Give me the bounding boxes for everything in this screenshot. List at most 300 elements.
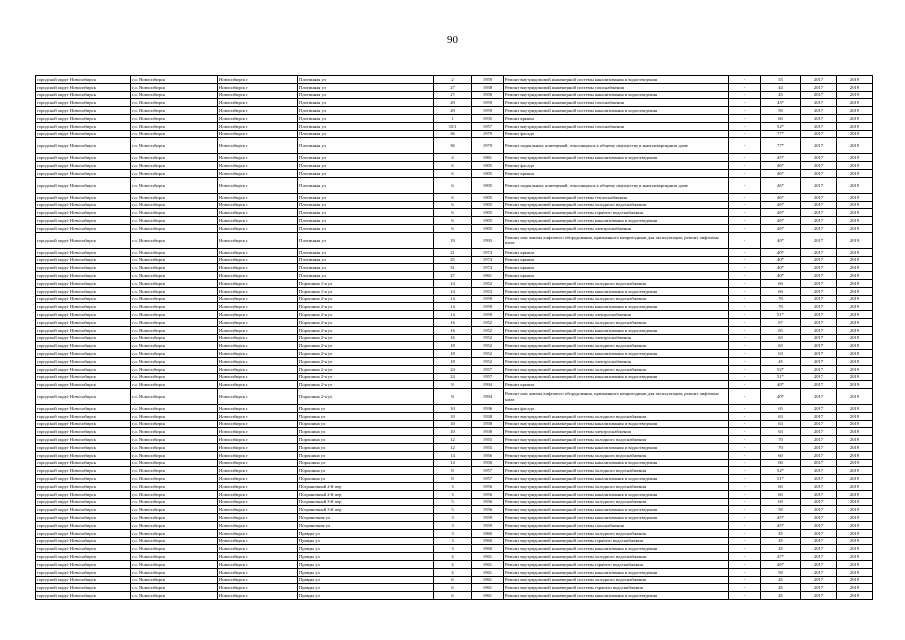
cell-street: Плотинная ул (298, 209, 434, 217)
cell-work: Ремонт внутридомовой инженерной системы канализования и водоотведения (504, 420, 729, 428)
cell-end: 2019 (837, 224, 873, 232)
cell-street: Пограничный 3-й пер (298, 498, 434, 506)
cell-settlement: г.о. Новосибирск (131, 537, 218, 545)
table-row (36, 381, 873, 389)
cell-year: 1952 (472, 350, 504, 358)
table-row (36, 91, 873, 99)
cell-dash: - (729, 76, 761, 84)
cell-val: 47* (761, 553, 801, 561)
cell-year: 1961 (472, 592, 504, 600)
cell-street: Порошина 2-я ул (298, 295, 434, 303)
table-row (36, 514, 873, 522)
cell-street: Правды ул (298, 568, 434, 576)
cell-end: 2019 (837, 334, 873, 342)
cell-start: 2017 (801, 381, 837, 389)
cell-city: Новосибирск г (218, 498, 298, 506)
table-row (36, 224, 873, 232)
cell-end: 2019 (837, 498, 873, 506)
cell-district: городской округ Новосибирск (36, 295, 131, 303)
cell-year: 1961 (472, 584, 504, 592)
cell-work: Ремонт внутридомовой инженерной системы канализования и водоотведения (504, 217, 729, 225)
cell-settlement: г.о. Новосибирск (131, 311, 218, 319)
cell-district: городской округ Новосибирск (36, 193, 131, 201)
cell-dash: - (729, 529, 761, 537)
cell-house: 27 (434, 91, 472, 99)
cell-year: 1905 (472, 201, 504, 209)
cell-work: Ремонт внутридомовой инженерной системы теплоснабжения (504, 193, 729, 201)
cell-dash: - (729, 420, 761, 428)
cell-dash: - (729, 130, 761, 138)
cell-house: 2 (434, 76, 472, 84)
cell-val: 60 (761, 114, 801, 122)
cell-settlement: г.о. Новосибирск (131, 232, 218, 248)
cell-start: 2017 (801, 169, 837, 177)
table-row (36, 498, 873, 506)
cell-house: 6 (434, 201, 472, 209)
cell-work: Ремонт внутридомовой инженерной системы газоснабжения (504, 99, 729, 107)
cell-house: 5 (434, 498, 472, 506)
cell-settlement: г.о. Новосибирск (131, 279, 218, 287)
cell-start: 2017 (801, 405, 837, 413)
cell-district: городской округ Новосибирск (36, 217, 131, 225)
cell-start: 2017 (801, 326, 837, 334)
table-row (36, 420, 873, 428)
cell-street: Плотинная ул (298, 193, 434, 201)
cell-house: 27 (434, 83, 472, 91)
cell-end: 2019 (837, 114, 873, 122)
cell-val: 51* (761, 373, 801, 381)
cell-street: Плотинная ул (298, 107, 434, 115)
cell-start: 2017 (801, 428, 837, 436)
cell-dash: - (729, 459, 761, 467)
cell-city: Новосибирск г (218, 428, 298, 436)
cell-settlement: г.о. Новосибирск (131, 76, 218, 84)
cell-work: Ремонт подвальных помещений, относящихся к общему имуществу в многоквартирном доме (504, 177, 729, 193)
cell-work: Ремонт крыши (504, 248, 729, 256)
cell-street: Плотинная ул (298, 83, 434, 91)
cell-year: 1952 (472, 342, 504, 350)
cell-house: 6 (434, 162, 472, 170)
cell-city: Новосибирск г (218, 295, 298, 303)
cell-street: Порошина 2-я ул (298, 357, 434, 365)
cell-street: Порошина 1-я ул (298, 287, 434, 295)
cell-settlement: г.о. Новосибирск (131, 514, 218, 522)
cell-work: Ремонт внутридомовой инженерной системы электроснабжения (504, 311, 729, 319)
cell-val: 60 (761, 459, 801, 467)
cell-year: 1956 (472, 506, 504, 514)
cell-street: Правды ул (298, 529, 434, 537)
cell-dash: - (729, 272, 761, 280)
cell-settlement: г.о. Новосибирск (131, 318, 218, 326)
cell-val: 60 (761, 451, 801, 459)
cell-start: 2017 (801, 177, 837, 193)
cell-street: Плотинная ул (298, 272, 434, 280)
cell-end: 2019 (837, 545, 873, 553)
cell-street: Порошина 2-я ул (298, 318, 434, 326)
cell-end: 2019 (837, 483, 873, 491)
cell-start: 2017 (801, 318, 837, 326)
cell-year: 1905 (472, 177, 504, 193)
cell-city: Новосибирск г (218, 318, 298, 326)
cell-year: 1938 (472, 428, 504, 436)
table-row (36, 436, 873, 444)
cell-district: городской округ Новосибирск (36, 232, 131, 248)
cell-district: городской округ Новосибирск (36, 99, 131, 107)
table-row (36, 303, 873, 311)
table-row (36, 373, 873, 381)
cell-start: 2017 (801, 295, 837, 303)
cell-district: городской округ Новосибирск (36, 83, 131, 91)
cell-year: 1961 (472, 553, 504, 561)
cell-city: Новосибирск г (218, 264, 298, 272)
cell-year: 1959 (472, 107, 504, 115)
cell-val: 40* (761, 264, 801, 272)
cell-start: 2017 (801, 553, 837, 561)
cell-city: Новосибирск г (218, 529, 298, 537)
cell-end: 2019 (837, 436, 873, 444)
cell-val: 52* (761, 365, 801, 373)
cell-house: 47 (434, 272, 472, 280)
cell-work: Ремонт крыши (504, 381, 729, 389)
cell-val: 70 (761, 436, 801, 444)
cell-start: 2017 (801, 561, 837, 569)
cell-settlement: г.о. Новосибирск (131, 459, 218, 467)
cell-val: 51* (761, 311, 801, 319)
cell-house: 14 (434, 287, 472, 295)
cell-start: 2017 (801, 342, 837, 350)
cell-start: 2017 (801, 272, 837, 280)
cell-city: Новосибирск г (218, 568, 298, 576)
cell-street: Плотинная ул (298, 99, 434, 107)
cell-district: городской округ Новосибирск (36, 522, 131, 530)
cell-city: Новосибирск г (218, 420, 298, 428)
cell-dash: - (729, 99, 761, 107)
cell-start: 2017 (801, 459, 837, 467)
cell-house: 36 (434, 138, 472, 154)
cell-settlement: г.о. Новосибирск (131, 130, 218, 138)
cell-house: 10 (434, 412, 472, 420)
cell-settlement: г.о. Новосибирск (131, 350, 218, 358)
cell-city: Новосибирск г (218, 561, 298, 569)
cell-start: 2017 (801, 99, 837, 107)
cell-work: Ремонт внутридомовой инженерной системы электроснабжения (504, 224, 729, 232)
cell-house: 21 (434, 248, 472, 256)
cell-dash: - (729, 592, 761, 600)
cell-dash: - (729, 224, 761, 232)
cell-end: 2019 (837, 553, 873, 561)
cell-house: 3 (434, 483, 472, 491)
cell-year: 1905 (472, 209, 504, 217)
cell-city: Новосибирск г (218, 483, 298, 491)
cell-city: Новосибирск г (218, 311, 298, 319)
cell-end: 2019 (837, 138, 873, 154)
cell-house: 6 (434, 584, 472, 592)
cell-city: Новосибирск г (218, 389, 298, 405)
cell-city: Новосибирск г (218, 451, 298, 459)
cell-street: Плотинная ул (298, 169, 434, 177)
cell-dash: - (729, 114, 761, 122)
cell-street: Порошина 2-я ул (298, 373, 434, 381)
cell-end: 2019 (837, 311, 873, 319)
cell-work: Ремонт внутридомовой инженерной системы холодного водоснабжения (504, 529, 729, 537)
cell-year: 1961 (472, 272, 504, 280)
cell-settlement: г.о. Новосибирск (131, 154, 218, 162)
cell-dash: - (729, 444, 761, 452)
cell-city: Новосибирск г (218, 138, 298, 154)
cell-house: 35/1 (434, 122, 472, 130)
cell-city: Новосибирск г (218, 122, 298, 130)
cell-end: 2019 (837, 287, 873, 295)
cell-start: 2017 (801, 568, 837, 576)
cell-dash: - (729, 576, 761, 584)
cell-house: 14 (434, 459, 472, 467)
table-row (36, 272, 873, 280)
cell-val: 60 (761, 483, 801, 491)
cell-street: Правды ул (298, 584, 434, 592)
cell-district: городской округ Новосибирск (36, 568, 131, 576)
cell-year: 1956 (472, 451, 504, 459)
cell-district: городской округ Новосибирск (36, 357, 131, 365)
cell-end: 2019 (837, 256, 873, 264)
cell-work: Ремонт внутридомовой инженерной системы канализования и водоотведения (504, 287, 729, 295)
cell-end: 2019 (837, 467, 873, 475)
cell-val: 69 (761, 498, 801, 506)
table-row (36, 553, 873, 561)
cell-settlement: г.о. Новосибирск (131, 592, 218, 600)
cell-settlement: г.о. Новосибирск (131, 420, 218, 428)
cell-work: Ремонт внутридомовой инженерной системы горячего водоснабжения (504, 584, 729, 592)
cell-year: 1974 (472, 248, 504, 256)
cell-end: 2019 (837, 506, 873, 514)
cell-end: 2019 (837, 162, 873, 170)
cell-settlement: г.о. Новосибирск (131, 506, 218, 514)
cell-house: 18 (434, 350, 472, 358)
cell-street: Порошина ул (298, 451, 434, 459)
cell-street: Правды ул (298, 561, 434, 569)
cell-city: Новосибирск г (218, 373, 298, 381)
table-row (36, 154, 873, 162)
cell-val: 63 (761, 428, 801, 436)
cell-street: Порошина ул (298, 428, 434, 436)
cell-dash: - (729, 326, 761, 334)
cell-house: 3 (434, 514, 472, 522)
cell-end: 2019 (837, 232, 873, 248)
cell-district: городской округ Новосибирск (36, 389, 131, 405)
cell-work: Ремонт внутридомовой инженерной системы канализования и водоотведения (504, 568, 729, 576)
cell-house: 8 (434, 475, 472, 483)
cell-house: 3 (434, 545, 472, 553)
table-row (36, 483, 873, 491)
cell-start: 2017 (801, 514, 837, 522)
cell-work: Ремонт внутридомовой инженерной системы холодного водоснабжения (504, 295, 729, 303)
cell-work: Ремонт внутридомовой инженерной системы газоснабжения (504, 83, 729, 91)
cell-house: 14 (434, 303, 472, 311)
cell-val: 40* (761, 248, 801, 256)
cell-dash: - (729, 287, 761, 295)
cell-settlement: г.о. Новосибирск (131, 122, 218, 130)
cell-city: Новосибирск г (218, 232, 298, 248)
table-row (36, 209, 873, 217)
cell-street: Порошина 2-я ул (298, 350, 434, 358)
cell-district: городской округ Новосибирск (36, 405, 131, 413)
cell-end: 2019 (837, 514, 873, 522)
cell-dash: - (729, 162, 761, 170)
cell-street: Плотинная ул (298, 138, 434, 154)
cell-settlement: г.о. Новосибирск (131, 451, 218, 459)
table-row (36, 217, 873, 225)
table-row (36, 318, 873, 326)
table-row (36, 490, 873, 498)
cell-start: 2017 (801, 83, 837, 91)
cell-start: 2017 (801, 217, 837, 225)
cell-city: Новосибирск г (218, 459, 298, 467)
table-row (36, 568, 873, 576)
cell-end: 2019 (837, 295, 873, 303)
cell-end: 2019 (837, 381, 873, 389)
cell-dash: - (729, 467, 761, 475)
cell-year: 1957 (472, 365, 504, 373)
cell-val: 40* (761, 256, 801, 264)
cell-district: городской округ Новосибирск (36, 436, 131, 444)
cell-val: 46* (761, 561, 801, 569)
cell-work: Ремонт внутридомовой инженерной системы канализования и водоотведения (504, 514, 729, 522)
cell-settlement: г.о. Новосибирск (131, 428, 218, 436)
cell-settlement: г.о. Новосибирск (131, 405, 218, 413)
cell-settlement: г.о. Новосибирск (131, 498, 218, 506)
cell-street: Плотинная ул (298, 256, 434, 264)
cell-year: 1950 (472, 295, 504, 303)
table-row (36, 405, 873, 413)
cell-city: Новосибирск г (218, 545, 298, 553)
cell-dash: - (729, 217, 761, 225)
cell-work: Ремонт крыши (504, 114, 729, 122)
cell-dash: - (729, 373, 761, 381)
cell-end: 2019 (837, 177, 873, 193)
cell-work: Ремонт внутридомовой инженерной системы электроснабжения (504, 334, 729, 342)
cell-work: Ремонт фасада (504, 162, 729, 170)
cell-val: 45* (761, 154, 801, 162)
cell-district: городской округ Новосибирск (36, 130, 131, 138)
cell-year: 1938 (472, 420, 504, 428)
cell-district: городской округ Новосибирск (36, 506, 131, 514)
cell-house: 6 (434, 193, 472, 201)
cell-year: 1938 (472, 412, 504, 420)
cell-dash: - (729, 138, 761, 154)
cell-settlement: г.о. Новосибирск (131, 162, 218, 170)
cell-house: 29 (434, 99, 472, 107)
cell-settlement: г.о. Новосибирск (131, 138, 218, 154)
page-number: 90 (447, 34, 458, 46)
cell-city: Новосибирск г (218, 537, 298, 545)
table-row (36, 162, 873, 170)
cell-start: 2017 (801, 224, 837, 232)
cell-end: 2019 (837, 326, 873, 334)
cell-settlement: г.о. Новосибирск (131, 576, 218, 584)
cell-year: 1979 (472, 130, 504, 138)
cell-start: 2017 (801, 529, 837, 537)
cell-year: 1952 (472, 326, 504, 334)
table-row (36, 83, 873, 91)
cell-district: городской округ Новосибирск (36, 248, 131, 256)
cell-city: Новосибирск г (218, 177, 298, 193)
cell-street: Порошина 2-я ул (298, 342, 434, 350)
cell-work: Ремонт внутридомовой инженерной системы холодного водоснабжения (504, 553, 729, 561)
cell-house: 6 (434, 592, 472, 600)
cell-settlement: г.о. Новосибирск (131, 107, 218, 115)
cell-district: городской округ Новосибирск (36, 311, 131, 319)
cell-start: 2017 (801, 107, 837, 115)
cell-end: 2019 (837, 389, 873, 405)
cell-city: Новосибирск г (218, 522, 298, 530)
cell-settlement: г.о. Новосибирск (131, 224, 218, 232)
cell-work: Ремонт фасада (504, 130, 729, 138)
cell-work: Ремонт внутридомовой инженерной системы канализования и водоотведения (504, 506, 729, 514)
cell-district: городской округ Новосибирск (36, 287, 131, 295)
cell-year: 1974 (472, 256, 504, 264)
cell-work: Ремонт внутридомовой инженерной системы холодного водоснабжения (504, 451, 729, 459)
cell-dash: - (729, 522, 761, 530)
cell-house: 4 (434, 154, 472, 162)
cell-house: 14 (434, 279, 472, 287)
cell-dash: - (729, 177, 761, 193)
cell-start: 2017 (801, 537, 837, 545)
cell-work: Ремонт внутридомовой инженерной системы горячего водоснабжения (504, 537, 729, 545)
cell-val: 40* (761, 389, 801, 405)
cell-district: городской округ Новосибирск (36, 91, 131, 99)
cell-city: Новосибирск г (218, 350, 298, 358)
cell-street: Порошина ул (298, 459, 434, 467)
cell-year: 1958 (472, 83, 504, 91)
cell-end: 2019 (837, 217, 873, 225)
table-row (36, 201, 873, 209)
table-row (36, 529, 873, 537)
cell-val: 50 (761, 568, 801, 576)
cell-district: городской округ Новосибирск (36, 498, 131, 506)
cell-city: Новосибирск г (218, 224, 298, 232)
cell-year: 1950 (472, 303, 504, 311)
cell-district: городской округ Новосибирск (36, 224, 131, 232)
cell-city: Новосибирск г (218, 412, 298, 420)
cell-street: Пограничная ул (298, 514, 434, 522)
cell-city: Новосибирск г (218, 592, 298, 600)
cell-street: Порошина ул (298, 420, 434, 428)
cell-val: 45 (761, 537, 801, 545)
cell-settlement: г.о. Новосибирск (131, 217, 218, 225)
cell-city: Новосибирск г (218, 326, 298, 334)
cell-val: 46* (761, 201, 801, 209)
cell-dash: - (729, 475, 761, 483)
cell-end: 2019 (837, 122, 873, 130)
cell-work: Ремонт крыши (504, 169, 729, 177)
cell-settlement: г.о. Новосибирск (131, 436, 218, 444)
cell-district: городской округ Новосибирск (36, 342, 131, 350)
cell-dash: - (729, 451, 761, 459)
cell-start: 2017 (801, 350, 837, 358)
table-row (36, 576, 873, 584)
cell-settlement: г.о. Новосибирск (131, 545, 218, 553)
cell-work: Ремонт внутридомовой инженерной системы канализования и водоотведения (504, 326, 729, 334)
table-row (36, 130, 873, 138)
cell-val: 65 (761, 342, 801, 350)
cell-district: городской округ Новосибирск (36, 451, 131, 459)
cell-street: Плотинная ул (298, 224, 434, 232)
table-row (36, 114, 873, 122)
cell-street: Плотинная ул (298, 162, 434, 170)
cell-end: 2019 (837, 248, 873, 256)
cell-val: 45 (761, 357, 801, 365)
cell-val: 52* (761, 122, 801, 130)
cell-end: 2019 (837, 576, 873, 584)
